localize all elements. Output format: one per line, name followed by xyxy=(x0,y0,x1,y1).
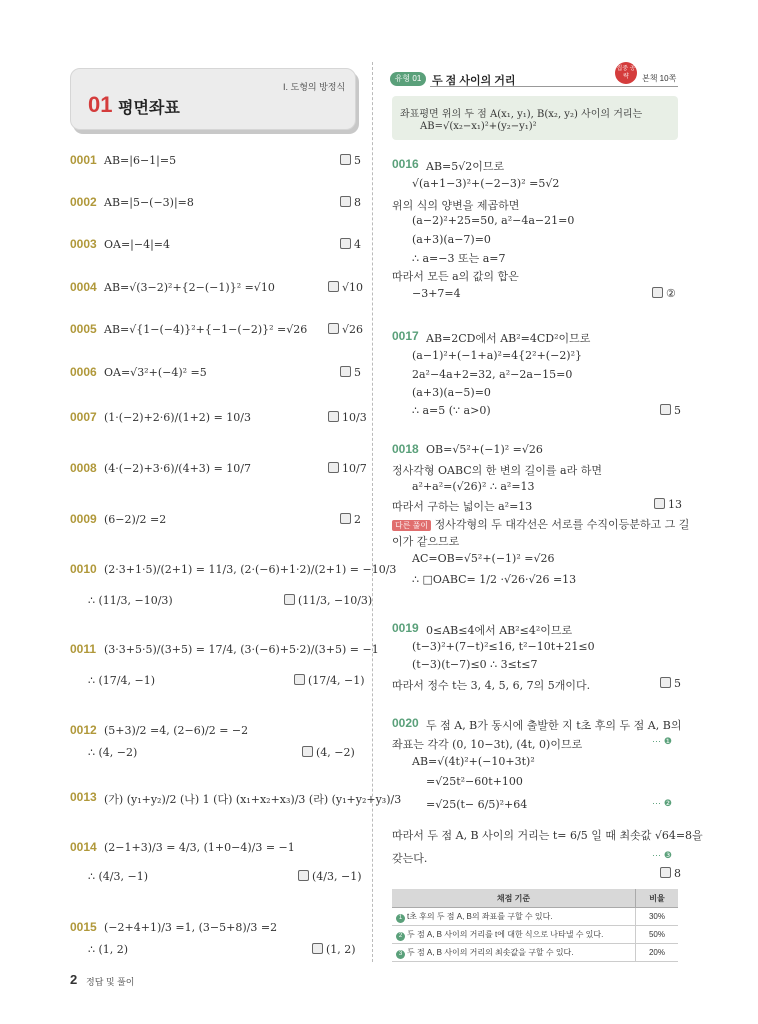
problem-number: 0016 xyxy=(392,157,419,171)
grading-criteria: 1 t초 후의 두 점 A, B의 좌표를 구할 수 있다. xyxy=(392,908,636,926)
step-marker: ⋯ ❷ xyxy=(652,799,672,809)
problem-solution: AB=|6−1|=5 xyxy=(104,154,177,167)
column-divider xyxy=(372,62,373,962)
criteria-header: 채점 기준 xyxy=(392,889,636,908)
problem-number: 0006 xyxy=(70,365,97,379)
problem-conclusion: ∴ (11/3, −10/3) xyxy=(88,594,173,607)
solution-line: 갖는다. xyxy=(392,852,428,865)
answer-icon xyxy=(340,154,351,165)
answer-icon xyxy=(340,196,351,207)
grading-ratio: 30% xyxy=(636,908,679,926)
solution-line: 이가 같으므로 xyxy=(392,535,460,548)
answer-icon xyxy=(660,677,671,688)
solution-line: a²+a²=(√26)² ∴ a²=13 xyxy=(412,480,535,493)
solution-line: AB=5√2이므로 xyxy=(426,160,505,173)
problem-answer: 5 xyxy=(660,677,681,690)
problem-number: 0011 xyxy=(70,642,97,656)
grading-table xyxy=(392,889,678,962)
problem-answer: (17/4, −1) xyxy=(294,674,365,687)
grading-ratio: 50% xyxy=(636,926,679,944)
problem-number: 0020 xyxy=(392,716,419,730)
answer-icon xyxy=(284,594,295,605)
solution-line: (a−2)²+25=50, a²−4a−21=0 xyxy=(412,214,575,227)
solution-line: (t−3)²+(7−t)²≤16, t²−10t+21≤0 xyxy=(412,640,595,653)
answer-icon xyxy=(660,867,671,878)
problem-answer: 10/7 xyxy=(328,462,367,475)
problem-number: 0002 xyxy=(70,195,97,209)
grading-criteria: 2 두 점 A, B 사이의 거리를 t에 대한 식으로 나타낼 수 있다. xyxy=(392,926,636,944)
intensive-badge: 집중 공략 xyxy=(615,62,637,84)
step-marker-icon: 1 xyxy=(396,914,405,923)
answer-icon xyxy=(340,366,351,377)
problem-number: 0007 xyxy=(70,410,97,424)
solution-line: 따라서 모든 a의 값의 합은 xyxy=(392,270,519,283)
problem-solution: OA=|−4|=4 xyxy=(104,238,171,251)
problem-answer: 13 xyxy=(654,498,682,511)
grading-criteria: 3 두 점 A, B 사이의 거리의 최솟값을 구할 수 있다. xyxy=(392,944,636,962)
problem-conclusion: ∴ (1, 2) xyxy=(88,943,129,956)
ratio-header: 비율 xyxy=(636,889,679,908)
problem-number: 0004 xyxy=(70,280,97,294)
problem-solution: (2·3+1·5)/(2+1) = 11/3, (2·(−6)+1·2)/(2+1) = −10/3 xyxy=(104,563,397,576)
chapter-header-box xyxy=(70,68,356,130)
problem-number: 0013 xyxy=(70,790,97,804)
solution-line: =√25(t− 6/5)²+64 xyxy=(426,798,528,811)
formula-expression: AB=√(x₂−x₁)²+(y₂−y₁)² xyxy=(420,121,537,132)
formula-text: 좌표평면 위의 두 점 A(x₁, y₁), B(x₂, y₂) 사이의 거리는 xyxy=(400,109,643,120)
solution-line: 정사각형 OABC의 한 변의 길이를 a라 하면 xyxy=(392,464,602,477)
problem-solution: (−2+4+1)/3 =1, (3−5+8)/3 =2 xyxy=(104,921,278,934)
answer-icon xyxy=(328,281,339,292)
solution-line: −3+7=4 xyxy=(412,287,461,300)
problem-conclusion: ∴ (4/3, −1) xyxy=(88,870,148,883)
problem-number: 0018 xyxy=(392,442,419,456)
problem-answer: ② xyxy=(652,287,676,300)
problem-number: 0017 xyxy=(392,329,419,343)
chapter-reference: I. 도형의 방정식 xyxy=(283,82,346,92)
problem-number: 0012 xyxy=(70,723,97,737)
answer-icon xyxy=(302,746,313,757)
problem-solution: (2−1+3)/3 = 4/3, (1+0−4)/3 = −1 xyxy=(104,841,295,854)
grading-row xyxy=(392,944,678,962)
solution-line: (t−3)(t−7)≤0 ∴ 3≤t≤7 xyxy=(412,658,538,671)
problem-solution: (가) (y₁+y₂)/2 (나) 1 (다) (x₁+x₂+x₃)/3 (라) (y₁+y₂+y₃)/3 xyxy=(104,793,402,806)
problem-solution: (3·3+5·5)/(3+5) = 17/4, (3·(−6)+5·2)/(3+5) = −1 xyxy=(104,643,379,656)
problem-number: 0014 xyxy=(70,840,97,854)
solution-line: ∴ □OABC= 1/2 ·√26·√26 =13 xyxy=(412,573,577,586)
problem-solution: AB=√(3−2)²+{2−(−1)}² =√10 xyxy=(104,281,275,294)
problem-solution: (1·(−2)+2·6)/(1+2) = 10/3 xyxy=(104,411,252,424)
solution-line: OB=√5²+(−1)² =√26 xyxy=(426,443,543,456)
problem-answer: 2 xyxy=(340,513,361,526)
answer-icon xyxy=(328,462,339,473)
solution-line: ∴ a=−3 또는 a=7 xyxy=(412,252,506,265)
type-page-ref: 본책 10쪽 xyxy=(642,74,677,83)
problem-answer: √10 xyxy=(328,281,363,294)
solution-line: AB=2CD에서 AB²=4CD²이므로 xyxy=(426,332,591,345)
type-title: 두 점 사이의 거리 xyxy=(432,75,516,87)
problem-answer: √26 xyxy=(328,323,363,336)
solution-line: (a+3)(a−5)=0 xyxy=(412,386,491,399)
problem-number: 0009 xyxy=(70,512,97,526)
solution-line: AC=OB=√5²+(−1)² =√26 xyxy=(412,552,555,565)
problem-answer: 10/3 xyxy=(328,411,367,424)
answer-icon xyxy=(298,870,309,881)
grading-row xyxy=(392,908,678,926)
alternate-solution: 다른 풀이 정사각형의 두 대각선은 서로를 수직이등분하고 그 길 xyxy=(392,516,689,532)
problem-answer: 8 xyxy=(660,867,681,880)
problem-solution: (6−2)/2 =2 xyxy=(104,513,167,526)
problem-solution: (4·(−2)+3·6)/(4+3) = 10/7 xyxy=(104,462,252,475)
step-marker: ⋯ ❸ xyxy=(652,851,672,861)
solution-line: 따라서 두 점 A, B 사이의 거리는 t= 6/5 일 때 최솟값 √64=8을 xyxy=(392,829,703,842)
solution-line: 따라서 정수 t는 3, 4, 5, 6, 7의 5개이다. xyxy=(392,679,591,692)
problem-answer: (11/3, −10/3) xyxy=(284,594,372,607)
problem-answer: (4, −2) xyxy=(302,746,355,759)
step-marker-icon: 2 xyxy=(396,932,405,941)
problem-answer: 5 xyxy=(340,154,361,167)
answer-icon xyxy=(654,498,665,509)
problem-solution: AB=|5−(−3)|=8 xyxy=(104,196,194,209)
solution-line: 두 점 A, B가 동시에 출발한 지 t초 후의 두 점 A, B의 xyxy=(426,719,682,732)
problem-answer: (4/3, −1) xyxy=(298,870,362,883)
answer-icon xyxy=(328,323,339,334)
problem-conclusion: ∴ (4, −2) xyxy=(88,746,138,759)
alternate-badge: 다른 풀이 xyxy=(392,520,431,531)
problem-conclusion: ∴ (17/4, −1) xyxy=(88,674,155,687)
problem-answer: (1, 2) xyxy=(312,943,356,956)
problem-number: 0005 xyxy=(70,322,97,336)
problem-number: 0019 xyxy=(392,621,419,635)
answer-icon xyxy=(328,411,339,422)
answer-icon xyxy=(340,238,351,249)
problem-solution: OA=√3²+(−4)² =5 xyxy=(104,366,207,379)
answer-icon xyxy=(294,674,305,685)
solution-line: √(a+1−3)²+(−2−3)² =5√2 xyxy=(412,177,560,190)
solution-line: 2a²−4a+2=32, a²−2a−15=0 xyxy=(412,368,573,381)
problem-answer: 5 xyxy=(660,404,681,417)
problem-answer: 5 xyxy=(340,366,361,379)
problem-number: 0015 xyxy=(70,920,97,934)
problem-number: 0008 xyxy=(70,461,97,475)
answer-icon xyxy=(652,287,663,298)
problem-answer: 8 xyxy=(340,196,361,209)
type-underline xyxy=(430,86,678,87)
chapter-title: 평면좌표 xyxy=(118,100,180,117)
problem-number: 0010 xyxy=(70,562,97,576)
solution-line: 위의 식의 양변을 제곱하면 xyxy=(392,199,520,212)
step-marker: ⋯ ❶ xyxy=(652,737,672,747)
problem-number: 0003 xyxy=(70,237,97,251)
page-number: 2 xyxy=(70,972,78,987)
grading-ratio: 20% xyxy=(636,944,679,962)
solution-line: 좌표는 각각 (0, 10−3t), (4t, 0)이므로 xyxy=(392,738,583,751)
solution-line: 따라서 구하는 넓이는 a²=13 xyxy=(392,500,533,513)
solution-line: (a−1)²+(−1+a)²=4{2²+(−2)²} xyxy=(412,349,583,362)
solution-line: 0≤AB≤4에서 AB²≤4²이므로 xyxy=(426,624,573,637)
problem-solution: (5+3)/2 =4, (2−6)/2 = −2 xyxy=(104,724,249,737)
grading-header-row xyxy=(392,889,678,908)
solution-line: ∴ a=5 (∵ a>0) xyxy=(412,404,491,417)
answer-icon xyxy=(660,404,671,415)
answer-icon xyxy=(312,943,323,954)
step-marker-icon: 3 xyxy=(396,950,405,959)
problem-number: 0001 xyxy=(70,153,97,167)
solution-line: =√25t²−60t+100 xyxy=(426,775,523,788)
grading-row xyxy=(392,926,678,944)
answer-icon xyxy=(340,513,351,524)
type-badge: 유형 01 xyxy=(390,72,426,86)
chapter-number: 01 xyxy=(88,92,113,117)
problem-solution: AB=√{1−(−4)}²+{−1−(−2)}² =√26 xyxy=(104,323,308,336)
solution-line: AB=√(4t)²+(−10+3t)² xyxy=(412,755,535,768)
footer-label: 정답 및 풀이 xyxy=(86,977,135,987)
solution-line: (a+3)(a−7)=0 xyxy=(412,233,491,246)
problem-answer: 4 xyxy=(340,238,361,251)
